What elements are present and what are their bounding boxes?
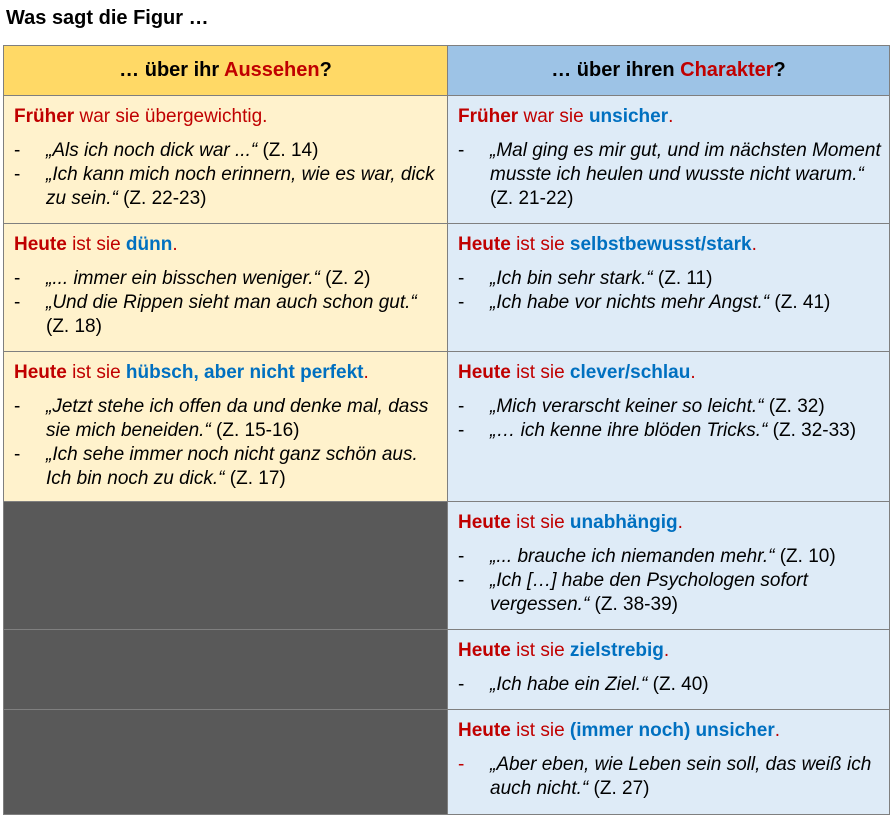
dash-bullet: - — [458, 140, 465, 161]
character-cell — [448, 352, 890, 502]
header-prefix: … über ihren — [551, 59, 681, 81]
quote-item — [458, 291, 883, 315]
table-row — [4, 224, 890, 352]
heading-mid: ist sie — [66, 362, 126, 383]
appearance-cell — [4, 352, 448, 502]
line-reference: (Z. 15-16) — [210, 420, 300, 441]
table-row — [4, 96, 890, 224]
heading-trait: hübsch, aber nicht perfekt — [125, 362, 364, 383]
quote-text: „Und die Rippen sieht man auch schon gut.“ — [46, 292, 417, 313]
header-appearance — [4, 46, 448, 96]
quote-list — [458, 139, 883, 211]
quote-list — [458, 753, 883, 801]
cell-heading — [458, 233, 883, 257]
heading-end: . — [774, 720, 781, 741]
header-highlight: Charakter — [680, 59, 774, 81]
heading-when: Heute — [458, 512, 511, 533]
line-reference: (Z. 14) — [257, 140, 319, 161]
heading-when: Früher — [458, 106, 519, 127]
heading-end: . — [363, 362, 369, 383]
quote-item — [458, 753, 883, 801]
dash-bullet: - — [458, 674, 465, 695]
quote-list — [458, 673, 883, 697]
quote-list — [14, 395, 441, 491]
heading-mid: war sie übergewichtig. — [74, 106, 268, 127]
cell-heading — [14, 361, 441, 385]
quote-item — [458, 267, 883, 291]
table-row — [4, 630, 890, 710]
dash-bullet: - — [458, 396, 465, 417]
quote-text: „Jetzt stehe ich offen da und denke mal, dass sie mich beneiden.“ — [46, 396, 429, 441]
heading-mid: ist sie — [66, 234, 126, 255]
heading-mid: ist sie — [510, 512, 570, 533]
cell-heading — [458, 511, 883, 535]
line-reference: (Z. 11) — [652, 268, 713, 289]
heading-when: Heute — [458, 362, 511, 383]
dash-bullet: - — [458, 292, 465, 313]
dash-bullet: - — [458, 754, 465, 775]
page-title: Was sagt die Figur … — [6, 7, 209, 29]
appearance-cell — [4, 224, 448, 352]
heading-trait: zielstrebig — [569, 640, 664, 661]
quote-text: „… ich kenne ihre blöden Tricks.“ — [490, 420, 768, 441]
cell-heading — [458, 639, 883, 663]
cell-heading — [458, 719, 883, 743]
line-reference: (Z. 32-33) — [767, 420, 857, 441]
heading-end: . — [677, 512, 683, 533]
table-row — [4, 352, 890, 502]
quote-text: „Als ich noch dick war ...“ — [46, 140, 258, 161]
character-cell — [448, 630, 890, 710]
line-reference: (Z. 32) — [763, 396, 825, 417]
quote-item — [458, 139, 883, 211]
dash-bullet: - — [458, 570, 465, 591]
heading-end: . — [751, 234, 757, 255]
dash-bullet: - — [458, 420, 465, 441]
quote-text: „... immer ein bisschen weniger.“ — [46, 268, 320, 289]
header-prefix: … über ihr — [119, 59, 224, 81]
appearance-cell — [4, 96, 448, 224]
quote-item — [458, 419, 883, 443]
heading-trait: selbstbewusst/stark — [569, 234, 752, 255]
quote-list — [458, 267, 883, 315]
heading-trait: unsicher — [588, 106, 669, 127]
dash-bullet: - — [458, 546, 465, 567]
cell-heading — [458, 361, 883, 385]
cell-heading — [14, 233, 441, 257]
quote-item — [14, 139, 441, 163]
heading-mid: war sie — [518, 106, 589, 127]
quote-list — [14, 267, 441, 339]
line-reference: (Z. 21-22) — [490, 188, 574, 209]
line-reference: (Z. 18) — [46, 316, 102, 337]
quote-list — [458, 545, 883, 617]
quote-text: „Ich habe vor nichts mehr Angst.“ — [490, 292, 770, 313]
dash-bullet: - — [14, 292, 21, 313]
line-reference: (Z. 2) — [319, 268, 371, 289]
quote-item — [14, 443, 441, 491]
header-character — [448, 46, 890, 96]
character-cell — [448, 710, 890, 815]
quote-text: „Mich verarscht keiner so leicht.“ — [490, 396, 764, 417]
quote-text: „Ich sehe immer noch nicht ganz schön aus. Ich bin noch zu dick.“ — [46, 444, 418, 489]
quote-text: „Mal ging es mir gut, und im nächsten Moment musste ich heulen und wusste nicht warum.“ — [490, 140, 881, 185]
heading-trait: clever/schlau — [569, 362, 691, 383]
quote-text: „Ich bin sehr stark.“ — [490, 268, 653, 289]
line-reference: (Z. 38-39) — [589, 594, 678, 615]
heading-when: Früher — [14, 106, 75, 127]
header-suffix: ? — [319, 59, 332, 81]
heading-end: . — [668, 106, 674, 127]
quote-item — [458, 395, 883, 419]
dash-bullet: - — [14, 140, 21, 161]
heading-trait: dünn — [125, 234, 173, 255]
heading-trait: unabhängig — [569, 512, 678, 533]
line-reference: (Z. 40) — [647, 674, 709, 695]
line-reference: (Z. 27) — [588, 778, 650, 799]
dash-bullet: - — [458, 268, 465, 289]
heading-when: Heute — [458, 234, 511, 255]
quote-item — [458, 673, 883, 697]
quote-item — [458, 569, 883, 617]
line-reference: (Z. 22-23) — [117, 188, 207, 209]
heading-when: Heute — [14, 362, 67, 383]
header-highlight: Aussehen — [224, 59, 320, 81]
quote-list — [14, 139, 441, 211]
heading-mid: ist sie — [510, 640, 570, 661]
quote-text: „Aber eben, wie Leben sein soll, das weiß ich auch nicht.“ — [490, 754, 872, 799]
heading-mid: ist sie — [510, 234, 570, 255]
empty-cell — [4, 710, 448, 815]
table-row — [4, 710, 890, 815]
heading-mid: ist sie — [510, 362, 570, 383]
quote-item — [14, 291, 441, 339]
heading-when: Heute — [14, 234, 67, 255]
empty-cell — [4, 502, 448, 630]
cell-heading — [458, 105, 883, 129]
empty-cell — [4, 630, 448, 710]
quote-item — [14, 267, 441, 291]
dash-bullet: - — [14, 164, 21, 185]
heading-mid: ist sie — [510, 720, 570, 741]
quote-text: „... brauche ich niemanden mehr.“ — [490, 546, 775, 567]
header-suffix: ? — [773, 59, 786, 81]
cell-heading — [14, 105, 441, 129]
table-header-row — [4, 46, 890, 96]
line-reference: (Z. 41) — [769, 292, 831, 313]
dash-bullet: - — [14, 268, 21, 289]
heading-end: . — [690, 362, 696, 383]
character-cell — [448, 96, 890, 224]
table-row — [4, 502, 890, 630]
character-cell — [448, 502, 890, 630]
quote-list — [458, 395, 883, 443]
dash-bullet: - — [14, 396, 21, 417]
quote-item — [458, 545, 883, 569]
quote-text: „Ich […] habe den Psychologen sofort vergessen.“ — [490, 570, 808, 615]
quote-text: „Ich kann mich noch erinnern, wie es war, dick zu sein.“ — [46, 164, 435, 209]
dash-bullet: - — [14, 444, 21, 465]
character-cell — [448, 224, 890, 352]
quote-item — [14, 163, 441, 211]
heading-when: Heute — [458, 640, 511, 661]
heading-when: Heute — [458, 720, 511, 741]
table-body — [4, 96, 890, 815]
quote-item — [14, 395, 441, 443]
line-reference: (Z. 10) — [774, 546, 836, 567]
comparison-table — [3, 45, 890, 815]
quote-text: „Ich habe ein Ziel.“ — [490, 674, 648, 695]
line-reference: (Z. 17) — [224, 468, 286, 489]
heading-end: . — [663, 640, 670, 661]
heading-trait: (immer noch) unsicher — [569, 720, 775, 741]
heading-end: . — [172, 234, 178, 255]
